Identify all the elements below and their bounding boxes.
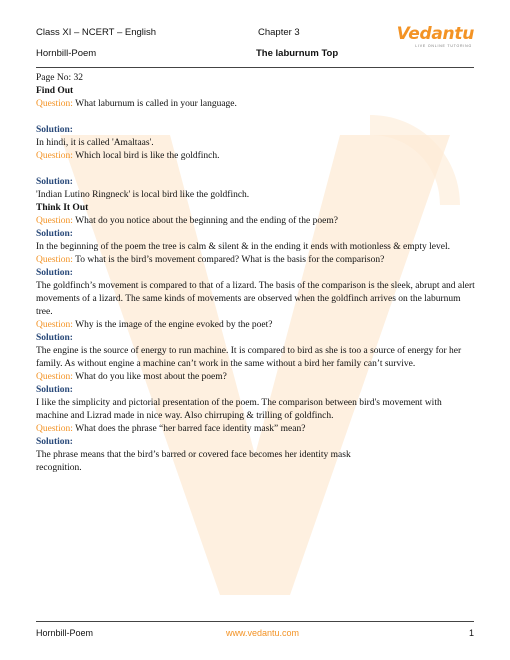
- question-text: Which local bird is like the goldfinch.: [75, 151, 220, 161]
- page-content: [36, 72, 476, 475]
- solution-text: The goldfinch’s movement is compared to that of a lizard. The basis of the comparison is the sleek, abrupt and alert movements of a lizard. The same kinds of movements are observed when the goldfinch arrives on the laburnum tree.: [36, 281, 475, 317]
- solution-text: In the beginning of the poem the tree is calm & silent & in the ending it ends with motionless & empty level.: [36, 242, 450, 252]
- question-label: Question:: [36, 216, 73, 226]
- question-label: Question:: [36, 151, 73, 161]
- section-title-find-out: Find Out: [36, 86, 74, 96]
- question-label: Question:: [36, 99, 73, 109]
- solution-text: 'Indian Lutino Ringneck' is local bird like the goldfinch.: [36, 190, 250, 200]
- question: [36, 254, 476, 267]
- page-footer: [36, 621, 474, 642]
- class-label: Class XI – NCERT – English: [36, 27, 157, 38]
- question: [36, 319, 476, 332]
- solution-label: Solution:: [36, 125, 73, 135]
- question-text: What do you notice about the beginning and the ending of the poem?: [75, 216, 338, 226]
- question-label: Question:: [36, 255, 73, 265]
- question-text: Why is the image of the engine evoked by the poet?: [75, 320, 273, 330]
- question: [36, 150, 476, 163]
- question: [36, 215, 476, 228]
- question-text: What do you like most about the poem?: [75, 372, 227, 382]
- solution-text: In hindi, it is called 'Amaltaas'.: [36, 138, 154, 148]
- solution-label: Solution:: [36, 177, 73, 187]
- page-number-label: Page No: 32: [36, 73, 83, 83]
- vedantu-logo: [398, 24, 474, 50]
- question-label: Question:: [36, 372, 73, 382]
- poem-title: The laburnum Top: [256, 48, 339, 59]
- question: [36, 371, 476, 384]
- section-title-think-it-out: Think It Out: [36, 203, 89, 213]
- footer-book-label: Hornbill-Poem: [36, 628, 94, 638]
- book-label: Hornbill-Poem: [36, 48, 97, 59]
- solution-label: Solution:: [36, 385, 73, 395]
- solution-text-line-2: recognition.: [36, 463, 82, 473]
- solution-text: I like the simplicity and pictorial presentation of the poem. The comparison between bird's movement with machine and Lizrad made in nice way. Also chirruping & trilling of goldfinch.: [36, 398, 442, 421]
- solution-text-line-1: The phrase means that the bird’s barred or covered face becomes her identity mask: [36, 450, 351, 460]
- question-text: What laburnum is called in your language.: [75, 99, 237, 109]
- question: [36, 423, 476, 436]
- page-header: [0, 0, 510, 68]
- logo-text: Vedantu: [396, 24, 474, 44]
- solution-label: Solution:: [36, 333, 73, 343]
- footer-website-link[interactable]: www.vedantu.com: [226, 628, 300, 638]
- solution-label: Solution:: [36, 229, 73, 239]
- solution-label: Solution:: [36, 268, 73, 278]
- solution-label: Solution:: [36, 437, 73, 447]
- question-text: To what is the bird’s movement compared? What is the basis for the comparison?: [75, 255, 385, 265]
- footer-page-number: 1: [468, 628, 474, 638]
- question: [36, 98, 476, 111]
- question-label: Question:: [36, 424, 73, 434]
- logo-tagline: LIVE ONLINE TUTORING: [415, 44, 472, 48]
- solution-text: The engine is the source of energy to run machine. It is compared to bird as she is too a source of energy for her family. As without engine a machine can’t work in the same without a bird her family can’t survive.: [36, 346, 462, 369]
- chapter-label: Chapter 3: [258, 27, 300, 38]
- question-label: Question:: [36, 320, 73, 330]
- question-text: What does the phrase “her barred face identity mask” mean?: [75, 424, 306, 434]
